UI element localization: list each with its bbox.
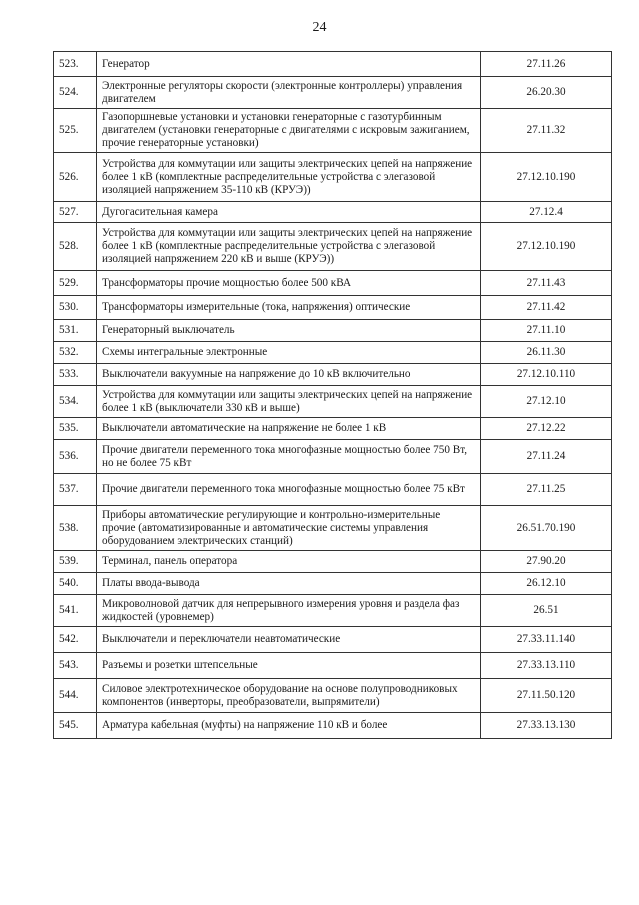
row-number: 542. [54, 627, 97, 653]
item-name: Генератор [97, 52, 481, 77]
row-number: 531. [54, 320, 97, 342]
item-name: Прочие двигатели переменного тока многофазные мощностью более 75 кВт [97, 474, 481, 506]
row-number: 544. [54, 679, 97, 713]
okpd-code: 27.11.24 [481, 440, 612, 474]
row-number: 541. [54, 595, 97, 627]
okpd-code: 27.33.13.110 [481, 653, 612, 679]
row-number: 530. [54, 296, 97, 320]
table-row [54, 52, 612, 77]
item-name: Прочие двигатели переменного тока многофазные мощностью более 750 Вт, но не более 75 кВт [97, 440, 481, 474]
okpd-code: 26.20.30 [481, 77, 612, 109]
page-number: 24 [312, 20, 327, 35]
okpd-code: 27.33.11.140 [481, 627, 612, 653]
item-name: Силовое электротехническое оборудование на основе полупроводниковых компонентов (инверторы, преобразователи, выпрямители) [97, 679, 481, 713]
table-row [54, 342, 612, 364]
item-name: Генераторный выключатель [97, 320, 481, 342]
table-row [54, 77, 612, 109]
row-number: 535. [54, 418, 97, 440]
okpd-code: 27.11.32 [481, 109, 612, 153]
row-number: 543. [54, 653, 97, 679]
row-number: 540. [54, 573, 97, 595]
item-name: Выключатели и переключатели неавтоматические [97, 627, 481, 653]
table-row [54, 153, 612, 202]
item-name: Устройства для коммутации или защиты электрических цепей на напряжение более 1 кВ (комплектные распределительные устройства с элегазовой изоляцией напряжением 220 кВ и выше (КРУЭ)) [97, 223, 481, 271]
row-number: 529. [54, 271, 97, 296]
okpd-code: 27.12.4 [481, 202, 612, 223]
okpd-code: 26.51 [481, 595, 612, 627]
table-row [54, 595, 612, 627]
okpd-code: 27.11.42 [481, 296, 612, 320]
okpd-code: 26.12.10 [481, 573, 612, 595]
table-row [54, 627, 612, 653]
table-row [54, 271, 612, 296]
okpd-code: 27.33.13.130 [481, 713, 612, 739]
item-name: Электронные регуляторы скорости (электронные контроллеры) управления двигателем [97, 77, 481, 109]
item-name: Приборы автоматические регулирующие и контрольно-измерительные прочие (автоматизированные и автоматические системы управления оборудованием электрических станций) [97, 506, 481, 551]
row-number: 539. [54, 551, 97, 573]
equipment-table [53, 51, 612, 739]
table-row [54, 474, 612, 506]
table-row [54, 679, 612, 713]
item-name: Устройства для коммутации или защиты электрических цепей на напряжение более 1 кВ (комплектные распределительные устройства с элегазовой изоляцией напряжением 35-110 кВ (КРУЭ)) [97, 153, 481, 202]
table-row [54, 296, 612, 320]
okpd-code: 27.11.25 [481, 474, 612, 506]
okpd-code: 27.12.10.190 [481, 153, 612, 202]
okpd-code: 27.12.10.190 [481, 223, 612, 271]
table-row [54, 713, 612, 739]
row-number: 534. [54, 386, 97, 418]
table-row [54, 418, 612, 440]
item-name: Газопоршневые установки и установки генераторные с газотурбинным двигателем (установки генераторные с двигателями с искровым зажиганием, прочие генераторные установки) [97, 109, 481, 153]
row-number: 526. [54, 153, 97, 202]
table-row [54, 386, 612, 418]
item-name: Устройства для коммутации или защиты электрических цепей на напряжение более 1 кВ (выключатели 330 кВ и выше) [97, 386, 481, 418]
okpd-code: 26.51.70.190 [481, 506, 612, 551]
item-name: Арматура кабельная (муфты) на напряжение 110 кВ и более [97, 713, 481, 739]
row-number: 545. [54, 713, 97, 739]
table-row [54, 202, 612, 223]
row-number: 537. [54, 474, 97, 506]
item-name: Трансформаторы измерительные (тока, напряжения) оптические [97, 296, 481, 320]
table-row [54, 573, 612, 595]
item-name: Терминал, панель оператора [97, 551, 481, 573]
okpd-code: 27.90.20 [481, 551, 612, 573]
table-row [54, 440, 612, 474]
item-name: Трансформаторы прочие мощностью более 500 кВА [97, 271, 481, 296]
okpd-code: 27.12.10 [481, 386, 612, 418]
item-name: Выключатели автоматические на напряжение не более 1 кВ [97, 418, 481, 440]
table-row [54, 364, 612, 386]
table-row [54, 320, 612, 342]
okpd-code: 27.11.10 [481, 320, 612, 342]
table-row [54, 551, 612, 573]
okpd-code: 27.12.22 [481, 418, 612, 440]
okpd-code: 27.12.10.110 [481, 364, 612, 386]
item-name: Микроволновой датчик для непрерывного измерения уровня и раздела фаз жидкостей (уровнемер) [97, 595, 481, 627]
item-name: Платы ввода-вывода [97, 573, 481, 595]
table-row [54, 109, 612, 153]
okpd-code: 27.11.50.120 [481, 679, 612, 713]
table-row [54, 223, 612, 271]
item-name: Дугогасительная камера [97, 202, 481, 223]
okpd-code: 27.11.26 [481, 52, 612, 77]
okpd-code: 26.11.30 [481, 342, 612, 364]
row-number: 524. [54, 77, 97, 109]
row-number: 536. [54, 440, 97, 474]
item-name: Схемы интегральные электронные [97, 342, 481, 364]
table-row [54, 506, 612, 551]
row-number: 528. [54, 223, 97, 271]
row-number: 532. [54, 342, 97, 364]
item-name: Выключатели вакуумные на напряжение до 10 кВ включительно [97, 364, 481, 386]
row-number: 527. [54, 202, 97, 223]
row-number: 538. [54, 506, 97, 551]
row-number: 533. [54, 364, 97, 386]
row-number: 525. [54, 109, 97, 153]
table-row [54, 653, 612, 679]
row-number: 523. [54, 52, 97, 77]
okpd-code: 27.11.43 [481, 271, 612, 296]
item-name: Разъемы и розетки штепсельные [97, 653, 481, 679]
